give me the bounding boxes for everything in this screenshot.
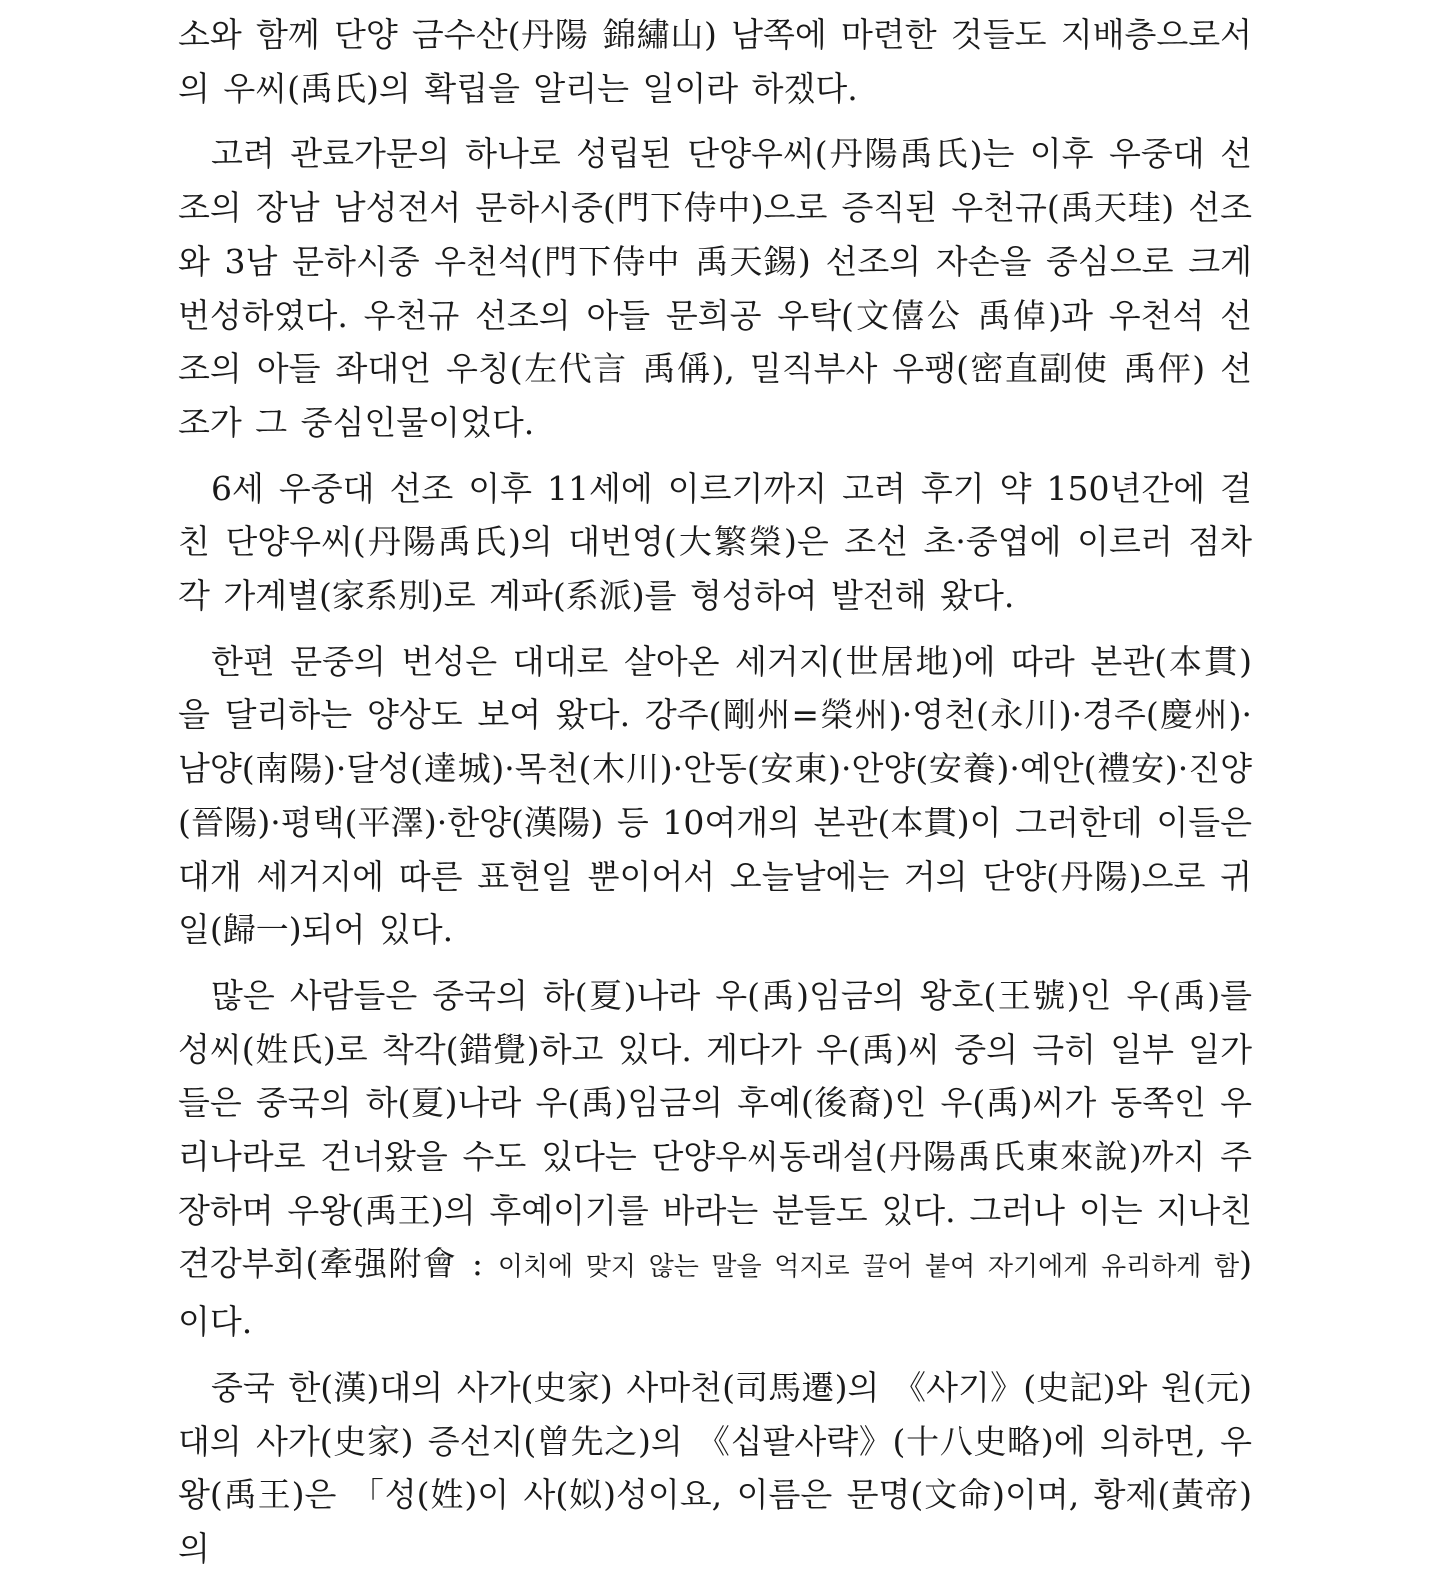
paragraph-4 [178,635,1252,957]
paragraph-1 [178,8,1252,115]
paragraph-text-end: )이다. [178,1244,1252,1342]
paragraph-text: 많은 사람들은 중국의 하(夏)나라 우(禹)임금의 왕호(王號)인 우(禹)를 성씨(姓氏)로 착각(錯覺)하고 있다. 게다가 우(禹)씨 중의 극히 일부 일가들은 중국의 하(夏)나라 우(禹)임금의 후예(後裔)인 우(禹)씨가 동쪽인 우리나라로 건너왔을 수도 있다는 단양우씨동래설(丹陽禹氏東來說)까지 주장하며 우왕(禹王)의 후예이기를 바라는 분들도 있다. 그러나 이는 지나친 견강부회(牽强附會 : [178,975,1252,1284]
paragraph-text: 고려 관료가문의 하나로 성립된 단양우씨(丹陽禹氏)는 이후 우중대 선조의 장남 남성전서 문하시중(門下侍中)으로 증직된 우천규(禹天珪) 선조와 3남 문하시중 우천석(門下侍中 禹天錫) 선조의 자손을 중심으로 크게 번성하였다. 우천규 선조의 아들 문희공 우탁(文僖公 禹倬)과 우천석 선조의 아들 좌대언 우칭(左代言 禹偁), 밀직부사 우팽(密直副使 禹伻) 선조가 그 중심인물이었다. [178,134,1252,442]
paragraph-text: 중국 한(漢)대의 사가(史家) 사마천(司馬遷)의 《사기》(史記)와 원(元)대의 사가(史家) 증선지(曾先之)의 《십팔사략》(十八史略)에 의하면, 우왕(禹王)은 「성(姓)이 사(姒)성이요, 이름은 문명(文命)이며, 황제(黃帝)의 [178,1367,1252,1568]
paragraph-5 [178,969,1252,1349]
paragraph-text: 6세 우중대 선조 이후 11세에 이르기까지 고려 후기 약 150년간에 걸친 단양우씨(丹陽禹氏)의 대번영(大繁榮)은 조선 초·중엽에 이르러 점차 각 가계별(家系別)로 계파(系派)를 형성하여 발전해 왔다. [178,468,1252,616]
document-page [178,8,1252,1576]
paragraph-6 [178,1361,1252,1576]
paragraph-2 [178,127,1252,449]
paragraph-3 [178,462,1252,623]
paragraph-text: 소와 함께 단양 금수산(丹陽 錦繡山) 남쪽에 마련한 것들도 지배층으로서의 우씨(禹氏)의 확립을 알리는 일이라 하겠다. [178,15,1252,108]
definition-note: 이치에 맞지 않는 말을 억지로 끌어 붙여 자기에게 유리하게 함 [497,1252,1240,1283]
paragraph-text: 한편 문중의 번성은 대대로 살아온 세거지(世居地)에 따라 본관(本貫)을 달리하는 양상도 보여 왔다. 강주(剛州=榮州)·영천(永川)·경주(慶州)·남양(南陽)·달성(達城)·목천(木川)·안동(安東)·안양(安養)·예안(禮安)·진양(晉陽)·평택(平澤)·한양(漢陽) 등 10여개의 본관(本貫)이 그러한데 이들은 대개 세거지에 따른 표현일 뿐이어서 오늘날에는 거의 단양(丹陽)으로 귀일(歸一)되어 있다. [178,641,1252,950]
